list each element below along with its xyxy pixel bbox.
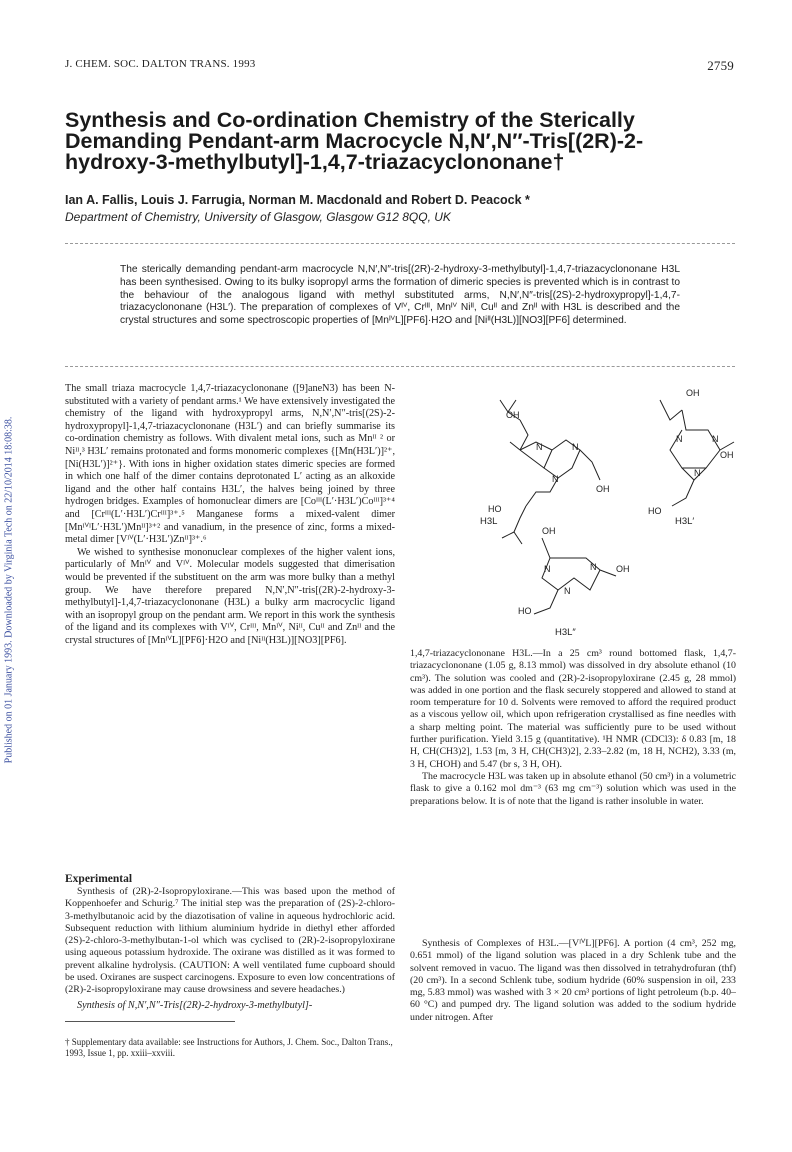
journal-header: J. CHEM. SOC. DALTON TRANS. 1993 [65, 58, 256, 70]
svg-text:OH: OH [686, 388, 700, 398]
structures-figure [450, 380, 740, 640]
structure-h3l [500, 400, 600, 544]
svg-text:OH: OH [506, 410, 520, 420]
svg-text:N: N [676, 434, 683, 444]
svg-text:HO: HO [648, 506, 662, 516]
svg-text:HO: HO [488, 504, 502, 514]
svg-text:N: N [572, 442, 579, 452]
footnote: † Supplementary data available: see Instructions for Authors, J. Chem. Soc., Dalton Trans., 1993, Issue 1, pp. xxiii–xxviii. [65, 1037, 393, 1058]
synthesis-heading: Synthesis of N,N′,N″-Tris[(2R)-2-hydroxy-3-methylbutyl]- [77, 1000, 313, 1011]
structure-h3l-double-prime [534, 538, 616, 614]
footnote-rule [65, 1021, 235, 1022]
complex-synthesis-paragraph: Synthesis of Complexes of H3L.—[VᴵⱽL][PF6]. A portion (4 cm³, 252 mg, 0.651 mmol) of the ligand solution was placed in a dry Schlenk tube and the solvent removed in vacuo. The ligand was then dissolved in tetrahydrofuran (thf) (20 cm³). In a second Schlenk tube, sodium hydride (60% suspension in oil, 233 mg, 5.83 mmol) was washed with 3 × 20 cm³ portions of light petroleum (b.p. 40–60 °C) and pumped dry. The ligand solution was added to the sodium hydride under nitrogen. After [410, 938, 736, 1023]
label-h3l-prime: H3L′ [675, 516, 695, 527]
svg-text:N: N [590, 562, 597, 572]
svg-text:N: N [694, 468, 701, 478]
intro-paragraph-1: The small triaza macrocycle 1,4,7-triazacyclononane ([9]aneN3) has been N-substituted with a variety of pendant arms.¹ We have extensively investigated the chemistry of the ligand with hydroxypropyl arms, N,N′,N″-tris[(2S)-2-hydroxypropyl]-1,4,7-triazacyclononane (H3L′) and can briefly summarise its co-ordination chemistry as follows. With divalent metal ions, such as Mnᴵᴵ ² or Niᴵᴵ,³ H3L′ remains protonated and forms monomeric complexes {[Mn(H3L′)]²⁺, [Ni(H3L′)]²⁺}. With ions in higher oxidation states dimeric species are formed in which one half of the dimer contains deprotonated L′ acting as an alkoxide ligand and the other half contains H3L′, the halves being joined by three hydrogen bridges. Examples of homonuclear dimers are [Coᴵᴵᴵ(L′·H3L′)Coᴵᴵᴵ]³⁺⁴ and [Crᴵᴵᴵ(L′·H3L′)Crᴵᴵᴵ]³⁺.⁵ Manganese forms a mixed-valent dimer [MnᴵⱽᴵL′·H3L′)Mnᴵᴵ]³⁺² and vanadium, in the presence of zinc, forms a mixed-metal dimer [Vᴵⱽ(L′·H3L′)Znᴵᴵ]³⁺.⁶ [65, 383, 395, 546]
experimental-heading: Experimental [65, 873, 133, 885]
intro-paragraph-2: We wished to synthesise mononuclear complexes of the higher valent ions, particularly of Mnᴵⱽ and Vᴵⱽ. Molecular models suggested that dimerisation would be prevented if the substituent on the arm was more bulky than a methyl group. We have therefore prepared N,N′,N″-tris[(2R)-2-hydroxy-3-methylbutyl]-1,4,7-triazacyclononane (H3L) a bulky arm macrocyclic ligand with an isopropyl group on the pendant arm. We report in this work the synthesis of the ligand and its complexes with Vᴵⱽ, Crᴵᴵᴵ, Mnᴵⱽ, Niᴵᴵ, Cuᴵᴵ and Znᴵᴵ and the crystal structures of [MnᴵⱽL][PF6]·H2O and [Niᴵᴵ(H3L)][NO3][PF6]. [65, 546, 395, 646]
abstract: The sterically demanding pendant-arm macrocycle N,N′,N″-tris[(2R)-2-hydroxy-3-methylbutyl]-1,4,7-triazacyclononane H3L has been synthesised. Owing to its bulky isopropyl arms the formation of dimeric species is prevented which is in contrast to the behaviour of the analogous ligand with methyl substituted arms, N,N′,N″-tris[(2S)-2-hydroxypropyl]-1,4,7-triazacyclononane (H3L′). The preparation of complexes of Vᴵⱽ, Crᴵᴵᴵ, Mnᴵⱽ Niᴵᴵ, Cuᴵᴵ and Znᴵᴵ with H3L is described and the crystal structures and some spectroscopic properties of [MnᴵⱽL][PF6]·H2O and [Niᴵᴵ(H3L)][NO3][PF6] determined. [120, 264, 680, 327]
sidebar-text[interactable]: Published on 01 January 1993. Downloaded by Virginia Tech on 22/10/2014 18:08:38. [3, 416, 15, 764]
ligand-synthesis-paragraph: 1,4,7-triazacyclononane H3L.—In a 25 cm³ round bottomed flask, 1,4,7-triazacyclononane (1.05 g, 8.13 mmol) was dissolved in dry absolute ethanol (10 cm³). The solution was cooled and (2R)-2-isopropyloxirane (2.45 g, 28 mmol) was added in one portion and the flask securely stoppered and allowed to stand at room temperature for 10 d. Solvents were removed to afford the required product as a viscous yellow oil, which upon refrigeration crystallised as fine needles with a sharp melting point. The material was sufficiently pure to be used without further purification. Yield 3.15 g (quantitative). ¹H NMR (CDCl3): δ 0.83 [m, 18 H, CH(CH3)2], 1.53 [m, 3 H, CH(CH3)2], 2.33–2.82 (m, 18 H, NCH2), 3.33 (m, 3 H, CHOH) and 5.47 (br s, 3 H, OH). [410, 648, 736, 770]
svg-text:HO: HO [518, 606, 532, 616]
ligand-solution-paragraph: The macrocycle H3L was taken up in absolute ethanol (50 cm³) in a volumetric flask to give a 0.162 mol dm⁻³ (63 mg cm⁻³) solution which was used in the preparations below. It is of note that the ligand is rather insoluble in water. [410, 770, 736, 807]
svg-text:N: N [712, 434, 719, 444]
page-number: 2759 [707, 58, 734, 73]
authors: Ian A. Fallis, Louis J. Farrugia, Norman M. Macdonald and Robert D. Peacock * [65, 193, 530, 207]
label-h3l-double-prime: H3L″ [555, 627, 576, 638]
svg-text:OH: OH [596, 484, 610, 494]
svg-text:OH: OH [720, 450, 734, 460]
svg-text:N: N [544, 564, 551, 574]
complex-synthesis-section [410, 938, 736, 1024]
left-column [65, 383, 395, 647]
experimental-paragraph-1: Synthesis of (2R)-2-Isopropyloxirane.—This was based upon the method of Koppenhoefer and Schurig.⁷ The initial step was the preparation of (2S)-2-chloro-3-methylbutanoic acid by the diazotisation of valine in aqueous hydrochloric acid. Subsequent reduction with lithium aluminium hydride in diethyl ether afforded (2S)-2-chloro-3-methylbutan-1-ol which was cyclised to (2R)-2-isopropyloxirane using aqueous potassium hydroxide. The oxirane was distilled as it was formed to prevent alkaline hydrolysis. (CAUTION: A well ventilated fume cupboard should be used. Oxiranes are suspect carcinogens. Exposure to even low concentrations of (2R)-2-isopropyloxirane may cause drowsiness and severe headaches.) [65, 886, 395, 996]
affiliation: Department of Chemistry, University of Glasgow, Glasgow G12 8QQ, UK [65, 210, 451, 224]
label-h3l: H3L [480, 516, 498, 527]
svg-text:N: N [552, 474, 559, 484]
svg-text:OH: OH [616, 564, 630, 574]
divider-top [65, 243, 735, 244]
article-title: Synthesis and Co-ordination Chemistry of the Sterically Demanding Pendant-arm Macrocycle N,N′,N″-Tris[(2R)-2-hydroxy-3-methylbutyl]-1,4,7-triazacyclononane† [65, 108, 644, 174]
divider-abstract [65, 366, 735, 367]
svg-text:N: N [564, 586, 571, 596]
experimental-section [65, 886, 395, 997]
synthesis-heading-line [65, 1000, 395, 1013]
svg-text:N: N [536, 442, 543, 452]
svg-text:OH: OH [542, 526, 556, 536]
right-column [410, 648, 736, 808]
publication-sidebar[interactable] [0, 240, 18, 940]
